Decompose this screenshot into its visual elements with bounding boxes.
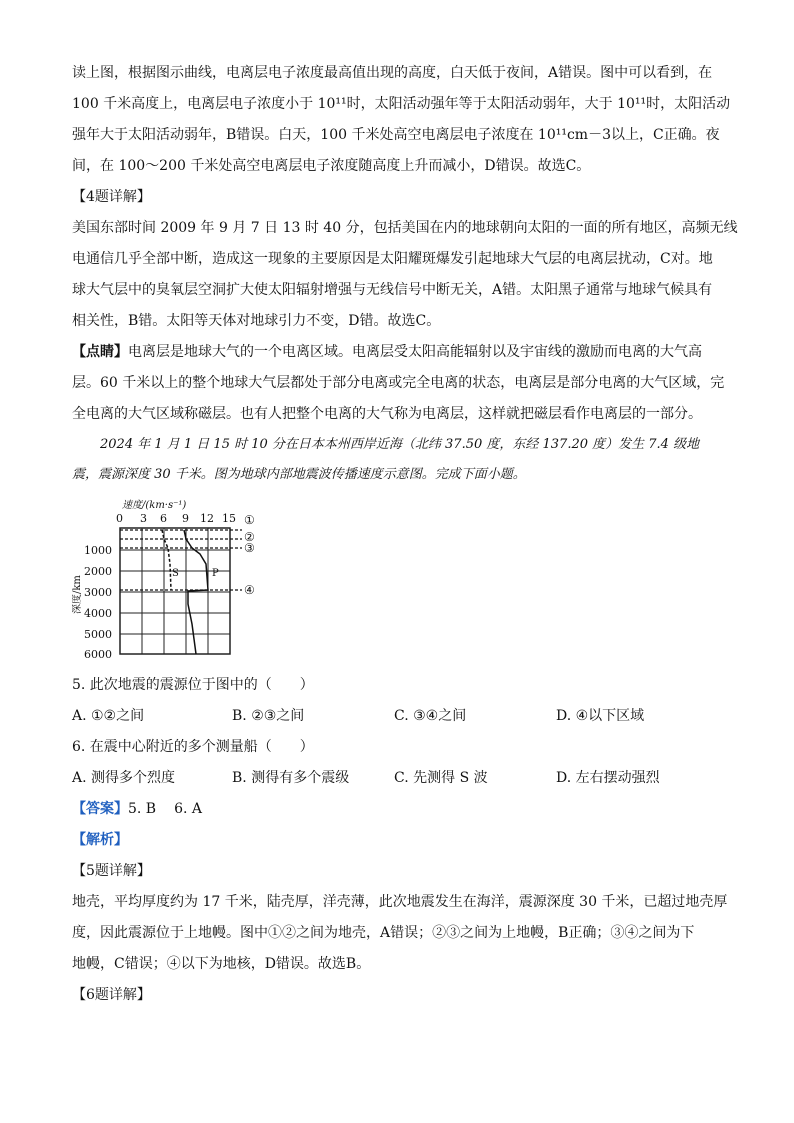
text-line: 全电离的大气区域称磁层。也有人把整个电离的大气称为电离层，这样就把磁层看作电离层的一部分。 <box>72 406 702 422</box>
text-line: 100 千米高度上，电离层电子浓度小于 10¹¹时，太阳活动强年等于太阳活动弱年，大于 10¹¹时，太阳活动 <box>72 96 731 112</box>
x-tick: 0 <box>116 512 123 525</box>
text-line: 地壳，平均厚度约为 17 千米，陆壳厚，洋壳薄，此次地震发生在海洋，震源深度 30 千米，已超过地壳厚 <box>72 894 728 910</box>
analysis-label: 【解析】 <box>72 832 128 848</box>
q5-heading: 【5题详解】 <box>72 863 151 879</box>
marker-2: ② <box>244 530 255 544</box>
q5-paragraph <box>72 887 728 980</box>
p-wave-label: P <box>212 568 219 579</box>
marker-1: ① <box>244 513 255 527</box>
seismic-wave-figure <box>72 494 272 664</box>
y-tick: 5000 <box>84 628 112 641</box>
text-line: 读上图，根据图示曲线，电离层电子浓度最高值出现的高度，白天低于夜间，A错误。图中可以看到，在 <box>72 65 713 81</box>
q5-title: 5. 此次地震的震源位于图中的（ ） <box>72 677 314 693</box>
dianjing-label: 【点睛】 <box>72 344 128 360</box>
grid <box>120 528 230 654</box>
text-line: 电离层是地球大气的一个电离区域。电离层受太阳高能辐射以及宇宙线的激励而电离的大气高 <box>128 344 702 360</box>
q5-option-c[interactable]: C. ③④之间 <box>394 708 467 724</box>
answer-line <box>72 794 724 825</box>
dianjing-paragraph <box>72 337 724 430</box>
y-tick: 3000 <box>84 586 112 599</box>
q4-paragraph <box>72 213 738 337</box>
text-line: 电通信几乎全部中断，造成这一现象的主要原因是太阳耀斑爆发引起地球大气层的电离层扰动，C对。地 <box>72 251 713 267</box>
q6-options <box>72 763 724 794</box>
text-line: 度，因此震源位于上地幔。图中①②之间为地壳，A错误；②③之间为上地幔，B正确；③④之间为下 <box>72 925 695 941</box>
document-page <box>72 58 738 1011</box>
text-line: 相关性，B错。太阳等天体对地球引力不变，D错。故选C。 <box>72 313 441 329</box>
seismic-wave-diagram <box>72 494 272 664</box>
s-wave-label: S <box>172 568 179 579</box>
quake-intro <box>72 430 724 490</box>
q5-options <box>72 701 724 732</box>
y-tick: 6000 <box>84 648 112 661</box>
answer-label: 【答案】 <box>72 801 128 817</box>
text-line: 层。60 千米以上的整个地球大气层都处于部分电离或完全电离的状态，电离层是部分电离的大气区域，完 <box>72 375 725 391</box>
y-tick: 1000 <box>84 544 112 557</box>
q5-option-d[interactable]: D. ④以下区域 <box>556 708 645 724</box>
depth-axis-label: 深度/km <box>72 575 83 614</box>
x-tick: 15 <box>222 512 236 525</box>
q6-option-b[interactable]: B. 测得有多个震级 <box>232 770 350 786</box>
text-line: 间，在 100～200 千米处高空电离层电子浓度随高度上升而减小，D错误。故选C。 <box>72 158 591 174</box>
speed-axis-label: 速度/(km·s⁻¹) <box>122 500 187 511</box>
marker-4: ④ <box>244 583 255 597</box>
x-tick: 9 <box>182 512 189 525</box>
q6-option-d[interactable]: D. 左右摆动强烈 <box>556 770 660 786</box>
q6-option-a[interactable]: A. 测得多个烈度 <box>72 770 176 786</box>
q5-option-b[interactable]: B. ②③之间 <box>232 708 305 724</box>
x-tick: 12 <box>200 512 214 525</box>
q5-option-a[interactable]: A. ①②之间 <box>72 708 145 724</box>
q4-heading: 【4题详解】 <box>72 189 151 205</box>
x-tick: 6 <box>160 512 167 525</box>
q6-title: 6. 在震中心附近的多个测量船（ ） <box>72 739 314 755</box>
marker-3: ③ <box>244 541 255 555</box>
text-line: 震，震源深度 30 千米。图为地球内部地震波传播速度示意图。完成下面小题。 <box>72 467 526 482</box>
text-line: 强年大于太阳活动弱年，B错误。白天，100 千米处高空电离层电子浓度在 10¹¹cm－3以上，C正确。夜 <box>72 127 720 143</box>
boundary-lines <box>120 530 242 590</box>
text-line: 地幔，C错误；④以下为地核，D错误。故选B。 <box>72 956 371 972</box>
q6-option-c[interactable]: C. 先测得 S 波 <box>394 770 488 786</box>
intro-paragraph <box>72 58 731 182</box>
q6-heading: 【6题详解】 <box>72 987 151 1003</box>
text-line: 美国东部时间 2009 年 9 月 7 日 13 时 40 分，包括美国在内的地球朝向太阳的一面的所有地区，高频无线 <box>72 220 738 236</box>
answer-q5: 5. B <box>128 801 157 817</box>
y-tick: 2000 <box>84 565 112 578</box>
text-line: 2024 年 1 月 1 日 15 时 10 分在日本本州西岸近海（北纬 37.50 度，东经 137.20 度）发生 7.4 级地 <box>100 437 700 452</box>
text-line: 球大气层中的臭氧层空洞扩大使太阳辐射增强与无线信号中断无关，A错。太阳黑子通常与地球气候具有 <box>72 282 713 298</box>
answer-q6: 6. A <box>174 801 203 817</box>
y-tick: 4000 <box>84 607 112 620</box>
x-tick: 3 <box>140 512 147 525</box>
